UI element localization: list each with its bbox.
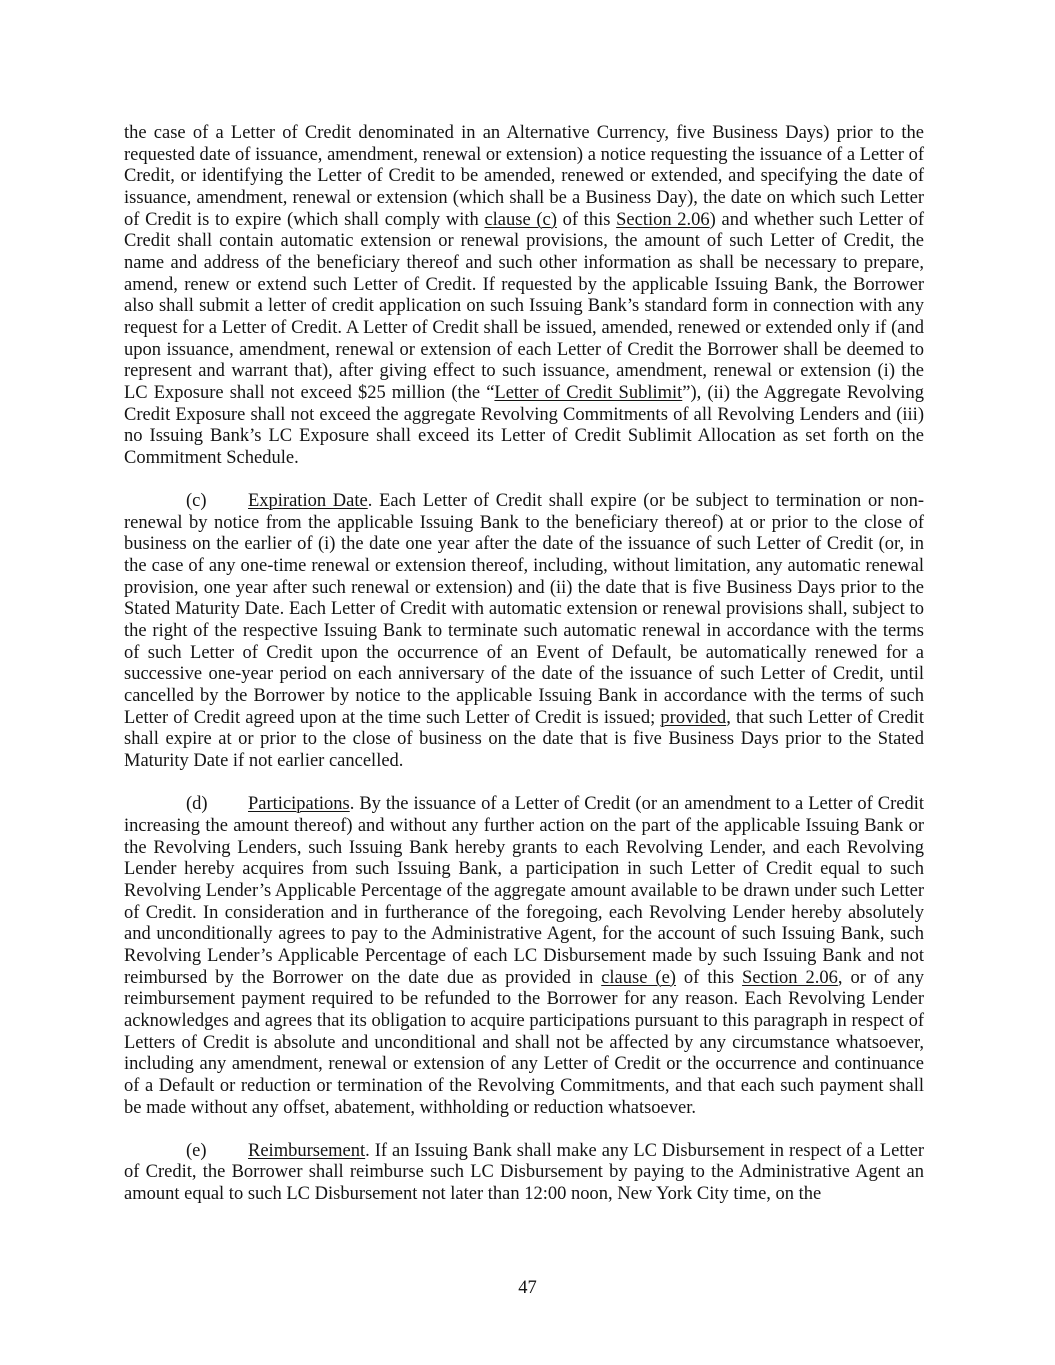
text-segment: ) and whether such Letter of Credit shall contain automatic extension or renewal provisions, the amount of such Letter of Credit, the name and address of the beneficiary thereof and such other information as shall be necessary to prepare, amend, renew or extend such Letter of Credit. If requested by the applicable Issuing Bank, the Borrower also shall submit a letter of credit application on such Issuing Bank’s standard form in connection with any request for a Letter of Credit. A Letter of Credit shall be issued, amended, renewed or extended only if (and upon issuance, amendment, renewal or extension of each Letter of Credit the Borrower shall be deemed to represent and warrant that), after giving effect to such issuance, amendment, renewal or extension (i) the LC Exposure shall not exceed $25 million (the “ bbox=[124, 209, 925, 403]
paragraph-label: (e) bbox=[186, 1140, 207, 1161]
text-segment: the case of a Letter of Credit denominated in an Alternative Currency, five Business Days) prior to the requested date of issuance, amendment, renewal or extension) a notice requesting the issuance of a Letter of Credit, or identifying the Letter of Credit to be amended, renewed or extended, and specifying the date of issuance, amendment, renewal or extension (which shall be a Business Day), the date on which such Letter of Credit is to expire (which shall comply with bbox=[124, 123, 924, 230]
cross-reference-clause-c: clause (c) bbox=[484, 209, 557, 230]
document-body bbox=[124, 123, 924, 1227]
paragraph-c-expiration-date bbox=[124, 491, 924, 773]
paragraph-heading: Expiration Date bbox=[248, 491, 368, 512]
text-segment: . If an Issuing Bank shall make any LC Disbursement in respect of a Letter of Credit, the Borrower shall reimburse such LC Disbursement by paying to the Administrative Agent an amount equal to such LC Disbursement not later than 12:00 noon, New York City time, on the bbox=[124, 1140, 924, 1205]
paragraph-label: (d) bbox=[186, 794, 208, 815]
proviso-term: provided bbox=[660, 707, 727, 728]
text-segment: . By the issuance of a Letter of Credit (or an amendment to a Letter of Credit increasing the amount thereof) and without any further action on the part of the applicable Issuing Bank or the Revolving Lenders, such Issuing Bank hereby grants to each Revolving Lender, and each Revolving Lender hereby acquires from such Issuing Bank, a participation in such Letter of Credit equal to such Revolving Lender’s Applicable Percentage of the aggregate amount available to be drawn under such Letter of Credit. In consideration and in furtherance of the foregoing, each Revolving Lender hereby absolutely and unconditionally agrees to pay to the Administrative Agent, for the account of such Issuing Bank, such Revolving Lender’s Applicable Percentage of each LC Disbursement made by such Issuing Bank and not reimbursed by the Borrower on the date due as provided in bbox=[124, 794, 924, 988]
text-segment: , or of any reimbursement payment required to be refunded to the Borrower for any reason. Each Revolving Lender acknowledges and agrees that its obligation to acquire participations pursuant to this paragraph in respect of Letters of Credit is absolute and unconditional and shall not be affected by any circumstance whatsoever, including any amendment, renewal or extension of any Letter of Credit or the occurrence and continuance of a Default or reduction or termination of the Revolving Commitments, and that each such payment shall be made without any offset, abatement, withholding or reduction whatsoever. bbox=[124, 967, 925, 1118]
cross-reference-section: Section 2.06 bbox=[742, 967, 838, 988]
paragraph-d-participations bbox=[124, 794, 924, 1119]
paragraph-e-reimbursement bbox=[124, 1141, 924, 1206]
paragraph-label: (c) bbox=[186, 491, 207, 512]
paragraph-continuation bbox=[124, 123, 924, 470]
paragraph-heading: Reimbursement bbox=[248, 1140, 366, 1161]
cross-reference-clause-e: clause (e) bbox=[601, 967, 676, 988]
text-segment: ”), (ii) the Aggregate Revolving Credit Exposure shall not exceed the aggregate Revolving Commitments of all Revolving Lenders and (iii) no Issuing Bank’s LC Exposure shall exceed its Letter of Credit Sublimit Allocation as set forth on the Commitment Schedule. bbox=[124, 382, 924, 468]
text-segment: of this bbox=[675, 967, 743, 988]
text-segment: , that such Letter of Credit shall expire at or prior to the close of business on the date that is five Business Days prior to the Stated Maturity Date if not earlier cancelled. bbox=[124, 707, 924, 772]
text-segment: of this bbox=[556, 209, 617, 230]
defined-term: Letter of Credit Sublimit bbox=[494, 382, 683, 403]
paragraph-heading: Participations bbox=[248, 794, 350, 815]
text-segment: . Each Letter of Credit shall expire (or be subject to termination or non-renewal by notice from the applicable Issuing Bank to the beneficiary thereof) at or prior to the close of business on the earlier of (i) the date one year after the date of the issuance of such Letter of Credit (or, in the case of any one-time renewal or extension thereof, including, without limitation, any automatic renewal provision, one year after such renewal or extension) and (ii) the date that is five Business Days prior to the Stated Maturity Date. Each Letter of Credit with automatic extension or renewal provisions shall, subject to the right of the respective Issuing Bank to terminate such automatic renewal in accordance with the terms of such Letter of Credit upon the occurrence of an Event of Default, be automatically renewed for a successive one-year period on each anniversary of the date of the issuance of such Letter of Credit, until cancelled by the Borrower by notice to the applicable Issuing Bank in accordance with the terms of such Letter of Credit agreed upon at the time such Letter of Credit is issued; bbox=[124, 491, 924, 728]
cross-reference-section: Section 2.06 bbox=[616, 209, 710, 230]
page-number: 47 bbox=[518, 1278, 537, 1298]
